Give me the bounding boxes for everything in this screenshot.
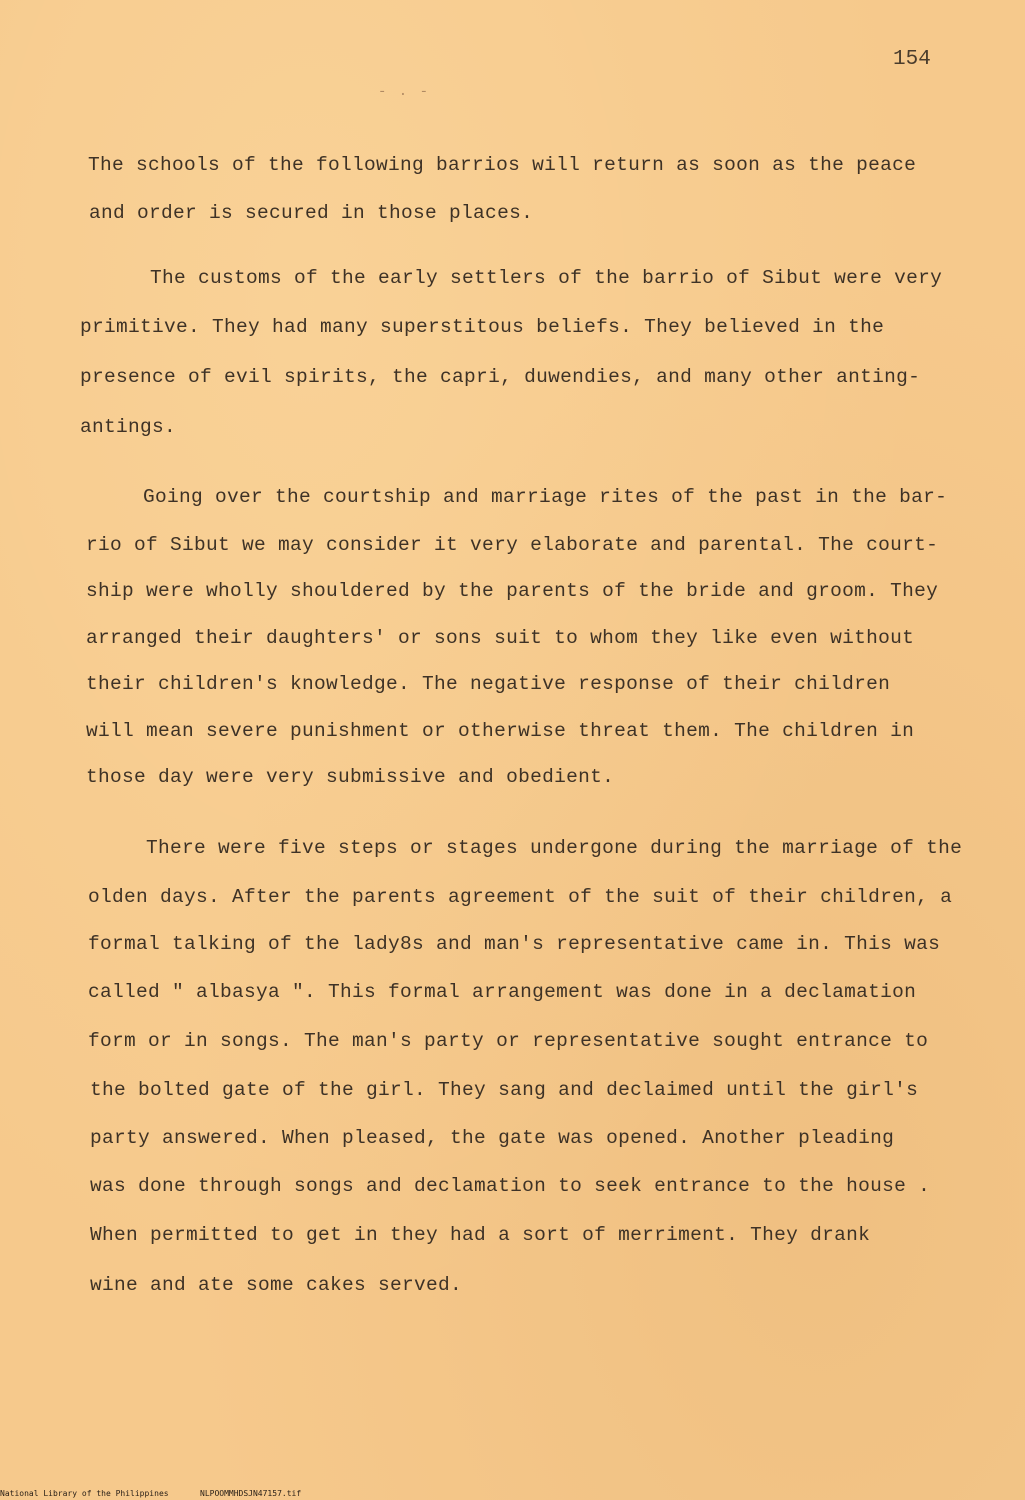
text-line: primitive. They had many superstitous beliefs. They believed in the — [80, 316, 885, 338]
text-line: was done through songs and declamation to seek entrance to the house . — [90, 1175, 931, 1197]
text-line: the bolted gate of the girl. They sang and declaimed until the girl's — [90, 1079, 919, 1101]
footer-library: National Library of the Philippines — [0, 1489, 169, 1498]
text-line: antings. — [80, 416, 177, 438]
text-line: ship were wholly shouldered by the parents of the bride and groom. They — [86, 580, 939, 602]
text-line: those day were very submissive and obedient. — [86, 766, 615, 788]
text-line: called " albasya ". This formal arrangement was done in a declamation — [88, 981, 917, 1003]
text-line: presence of evil spirits, the capri, duwendies, and many other anting- — [80, 366, 921, 388]
text-line: There were five steps or stages undergone during the marriage of the — [146, 837, 963, 859]
text-line: rio of Sibut we may consider it very elaborate and parental. The court- — [86, 534, 939, 556]
text-line: form or in songs. The man's party or representative sought entrance to — [88, 1030, 929, 1052]
text-line: wine and ate some cakes served. — [90, 1274, 463, 1296]
text-line: The customs of the early settlers of the barrio of Sibut were very — [150, 267, 943, 289]
text-line: olden days. After the parents agreement of the suit of their children, a — [88, 886, 953, 908]
text-line: arranged their daughters' or sons suit to whom they like even without — [86, 627, 915, 649]
text-line: The schools of the following barrios will return as soon as the peace — [88, 154, 917, 176]
text-line: and order is secured in those places. — [89, 202, 534, 224]
footer-filename: NLPOOMMHDSJN47157.tif — [200, 1489, 302, 1498]
text-line: When permitted to get in they had a sort of merriment. They drank — [90, 1224, 871, 1246]
text-line: their children's knowledge. The negative response of their children — [86, 673, 891, 695]
text-line: party answered. When pleased, the gate was opened. Another pleading — [90, 1127, 895, 1149]
text-line: formal talking of the lady8s and man's representative came in. This was — [88, 933, 941, 955]
page-number: 154 — [893, 48, 931, 71]
top-mark: - . - — [378, 84, 431, 100]
text-line: will mean severe punishment or otherwise threat them. The children in — [86, 720, 915, 742]
text-line: Going over the courtship and marriage rites of the past in the bar- — [143, 486, 948, 508]
